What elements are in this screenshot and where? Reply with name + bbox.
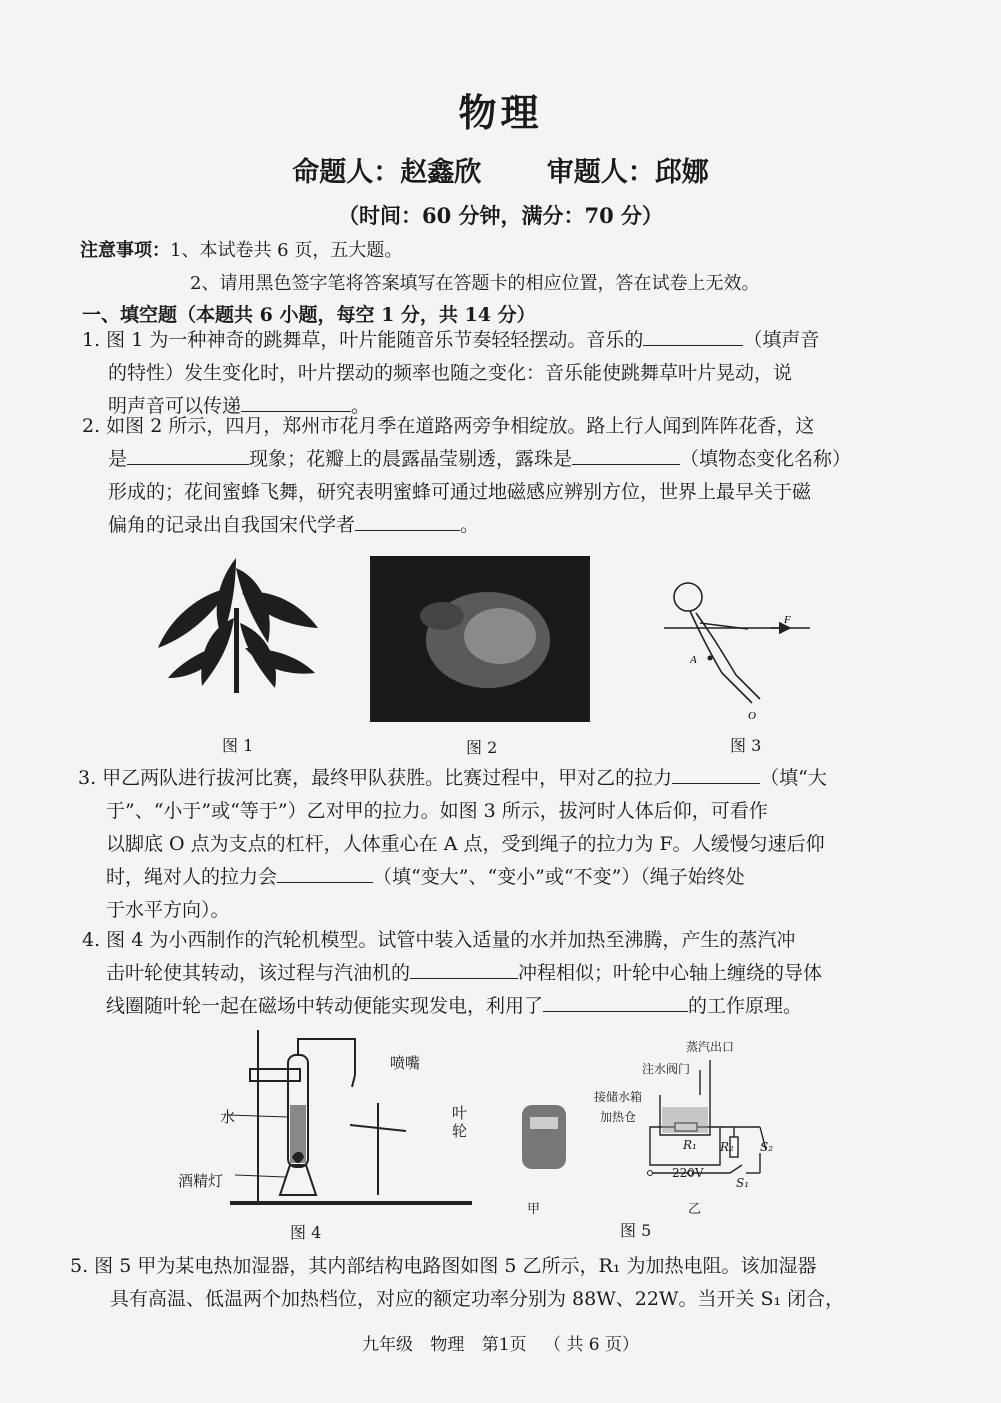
answer-blank[interactable] (127, 444, 249, 465)
footer-subject: 物理 (430, 1335, 465, 1355)
question-1 (82, 324, 902, 423)
label-lamp: 酒精灯 (178, 1172, 224, 1190)
q1-line2: 的特性）发生变化时，叶片摆动的频率也随之变化：音乐能使跳舞草叶片晃动，说 (108, 362, 793, 384)
figure-5-caption: 图 5 (620, 1221, 652, 1240)
figure-1-caption: 图 1 (222, 736, 254, 755)
q5-line2: 具有高温、低温两个加热档位，对应的额定功率分别为 88W、22W。当开关 S₁ 闭合， (110, 1288, 845, 1310)
notes-item-2: 2、请用黑色签字笔将答案填写在答题卡的相应位置，答在试卷上无效。 (190, 273, 760, 294)
label-water: 水 (220, 1108, 236, 1126)
label-r2: R₂ (720, 1140, 734, 1154)
time-info: （时间：60 分钟，满分：70 分） (337, 203, 664, 228)
q4-line1: 4. 图 4 为小西制作的汽轮机模型。试管中装入适量的水并加热至沸腾，产生的蒸汽冲 (82, 929, 796, 951)
answer-blank[interactable] (277, 862, 373, 883)
point-a (708, 656, 713, 661)
q1-line3a: 明声音可以传递 (108, 395, 242, 417)
label-f: F (784, 614, 791, 626)
page-title: 物理 (458, 90, 543, 135)
q4-line2b: 冲程相似；叶轮中心轴上缠绕的导体 (518, 962, 823, 984)
q2-line4a: 偏角的记录出自我国宋代学者 (108, 514, 356, 536)
figure-1-dancing-grass (150, 548, 325, 698)
terminal (648, 1171, 653, 1176)
answer-blank[interactable] (572, 444, 680, 465)
footer-grade: 九年级 (361, 1335, 413, 1355)
label-heating: 加热仓 (600, 1110, 637, 1124)
author: 命题人：赵鑫欣 (292, 157, 482, 188)
answer-blank[interactable] (355, 510, 460, 531)
answer-blank[interactable] (543, 991, 688, 1012)
figure-3-caption: 图 3 (730, 736, 762, 755)
q3-line3: 以脚底 O 点为支点的杠杆，人体重心在 A 点，受到绳子的拉力为 F。人缓慢匀速后仰 (106, 833, 825, 855)
impeller-blades (350, 1103, 406, 1153)
label-valve: 注水阀门 (642, 1062, 691, 1076)
q3-line1b: （填“大 (760, 767, 827, 789)
label-steam-outlet: 蒸汽出口 (686, 1040, 735, 1054)
label-impeller: 叶轮 (452, 1104, 468, 1140)
q4-line2a: 击叶轮使其转动，该过程与汽油机的 (106, 962, 411, 984)
humidifier-body (522, 1105, 566, 1169)
switch-s1 (730, 1165, 742, 1173)
label-o: O (748, 710, 756, 722)
question-3 (78, 762, 898, 927)
question-2 (82, 410, 902, 542)
answer-blank[interactable] (643, 325, 743, 346)
q3-line1a: 3. 甲乙两队进行拔河比赛，最终甲队获胜。比赛过程中，甲对乙的拉力 (78, 767, 673, 789)
q1-line1a: 1. 图 1 为一种神奇的跳舞草，叶片能随音乐节奏轻轻摆动。音乐的 (82, 329, 644, 351)
q2-line2b: 现象；花瓣上的晨露晶莹剔透，露珠是 (249, 448, 573, 470)
q4-line3b: 的工作原理。 (688, 995, 803, 1017)
q4-line3a: 线圈随叶轮一起在磁场中转动便能实现发电，利用了 (106, 995, 544, 1017)
figure-3-tug-of-war (660, 573, 820, 723)
figure-5a-humidifier (500, 1095, 580, 1175)
authors-line (0, 150, 1001, 189)
leaf-shadow (420, 602, 464, 630)
q2-line4b: 。 (460, 514, 480, 536)
question-5 (70, 1250, 900, 1316)
leader-line (235, 1175, 285, 1177)
reviewer: 审题人：邱娜 (546, 157, 709, 188)
label-r1: R₁ (683, 1138, 697, 1152)
water-level (662, 1107, 708, 1133)
q3-line5: 于水平方向）。 (106, 899, 230, 921)
q3-line2: 于”、“小于”或“等于”）乙对甲的拉力。如图 3 所示，拔河时人体后仰，可看作 (106, 800, 768, 822)
figure-2-caption: 图 2 (466, 738, 498, 757)
label-storage: 接储水箱 (594, 1090, 643, 1104)
answer-blank[interactable] (241, 391, 351, 412)
stem (234, 608, 239, 693)
notes-label: 注意事项： (80, 240, 170, 261)
flower-highlight (464, 608, 536, 664)
q3-line4a: 时，绳对人的拉力会 (106, 866, 278, 888)
label-s2: S₂ (760, 1140, 774, 1154)
q1-line3b: 。 (351, 395, 371, 417)
q1-line1b: （填声音 (743, 329, 820, 351)
figure-4-steam-turbine (210, 1025, 480, 1215)
label-220v: 220V (672, 1166, 704, 1180)
humidifier-top (530, 1117, 558, 1129)
question-4 (82, 924, 902, 1023)
q5-line1: 5. 图 5 甲为某电热加湿器，其内部结构电路图如图 5 乙所示，R₁ 为加热电阻。该加湿器 (70, 1255, 817, 1277)
body-outline (690, 611, 752, 703)
nozzle-tip (352, 1075, 355, 1087)
q3-line4b: （填“变大”、“变小”或“不变”）（绳子始终处 (373, 866, 745, 888)
q2-line1: 2. 如图 2 所示，四月，郑州市花月季在道路两旁争相绽放。路上行人闻到阵阵花香，这 (82, 415, 815, 437)
head (674, 583, 702, 611)
q2-line2a: 是 (108, 448, 128, 470)
label-jia: 甲 (527, 1202, 541, 1217)
page-footer (0, 1330, 1001, 1355)
figure-2-photo (370, 556, 590, 722)
section-title: 一、填空题（本题共 6 小题，每空 1 分，共 14 分） (82, 304, 536, 326)
label-s1: S₁ (736, 1176, 750, 1190)
figure-4-caption: 图 4 (290, 1223, 322, 1242)
q2-line2c: （填物态变化名称） (680, 448, 852, 470)
alcohol-lamp (280, 1165, 316, 1195)
q2-line3: 形成的；花间蜜蜂飞舞，研究表明蜜蜂可通过地磁感应辨别方位，世界上最早关于磁 (108, 481, 812, 503)
footer-page: 第1页 (481, 1335, 527, 1355)
label-nozzle: 喷嘴 (390, 1054, 421, 1072)
answer-blank[interactable] (410, 958, 518, 979)
answer-blank[interactable] (672, 763, 760, 784)
label-yi: 乙 (688, 1202, 702, 1217)
footer-total: （ 共 6 页） (544, 1335, 640, 1355)
notes-item-1: 1、本试卷共 6 页，五大题。 (170, 240, 403, 261)
notes (80, 234, 759, 300)
label-a: A (690, 654, 697, 666)
